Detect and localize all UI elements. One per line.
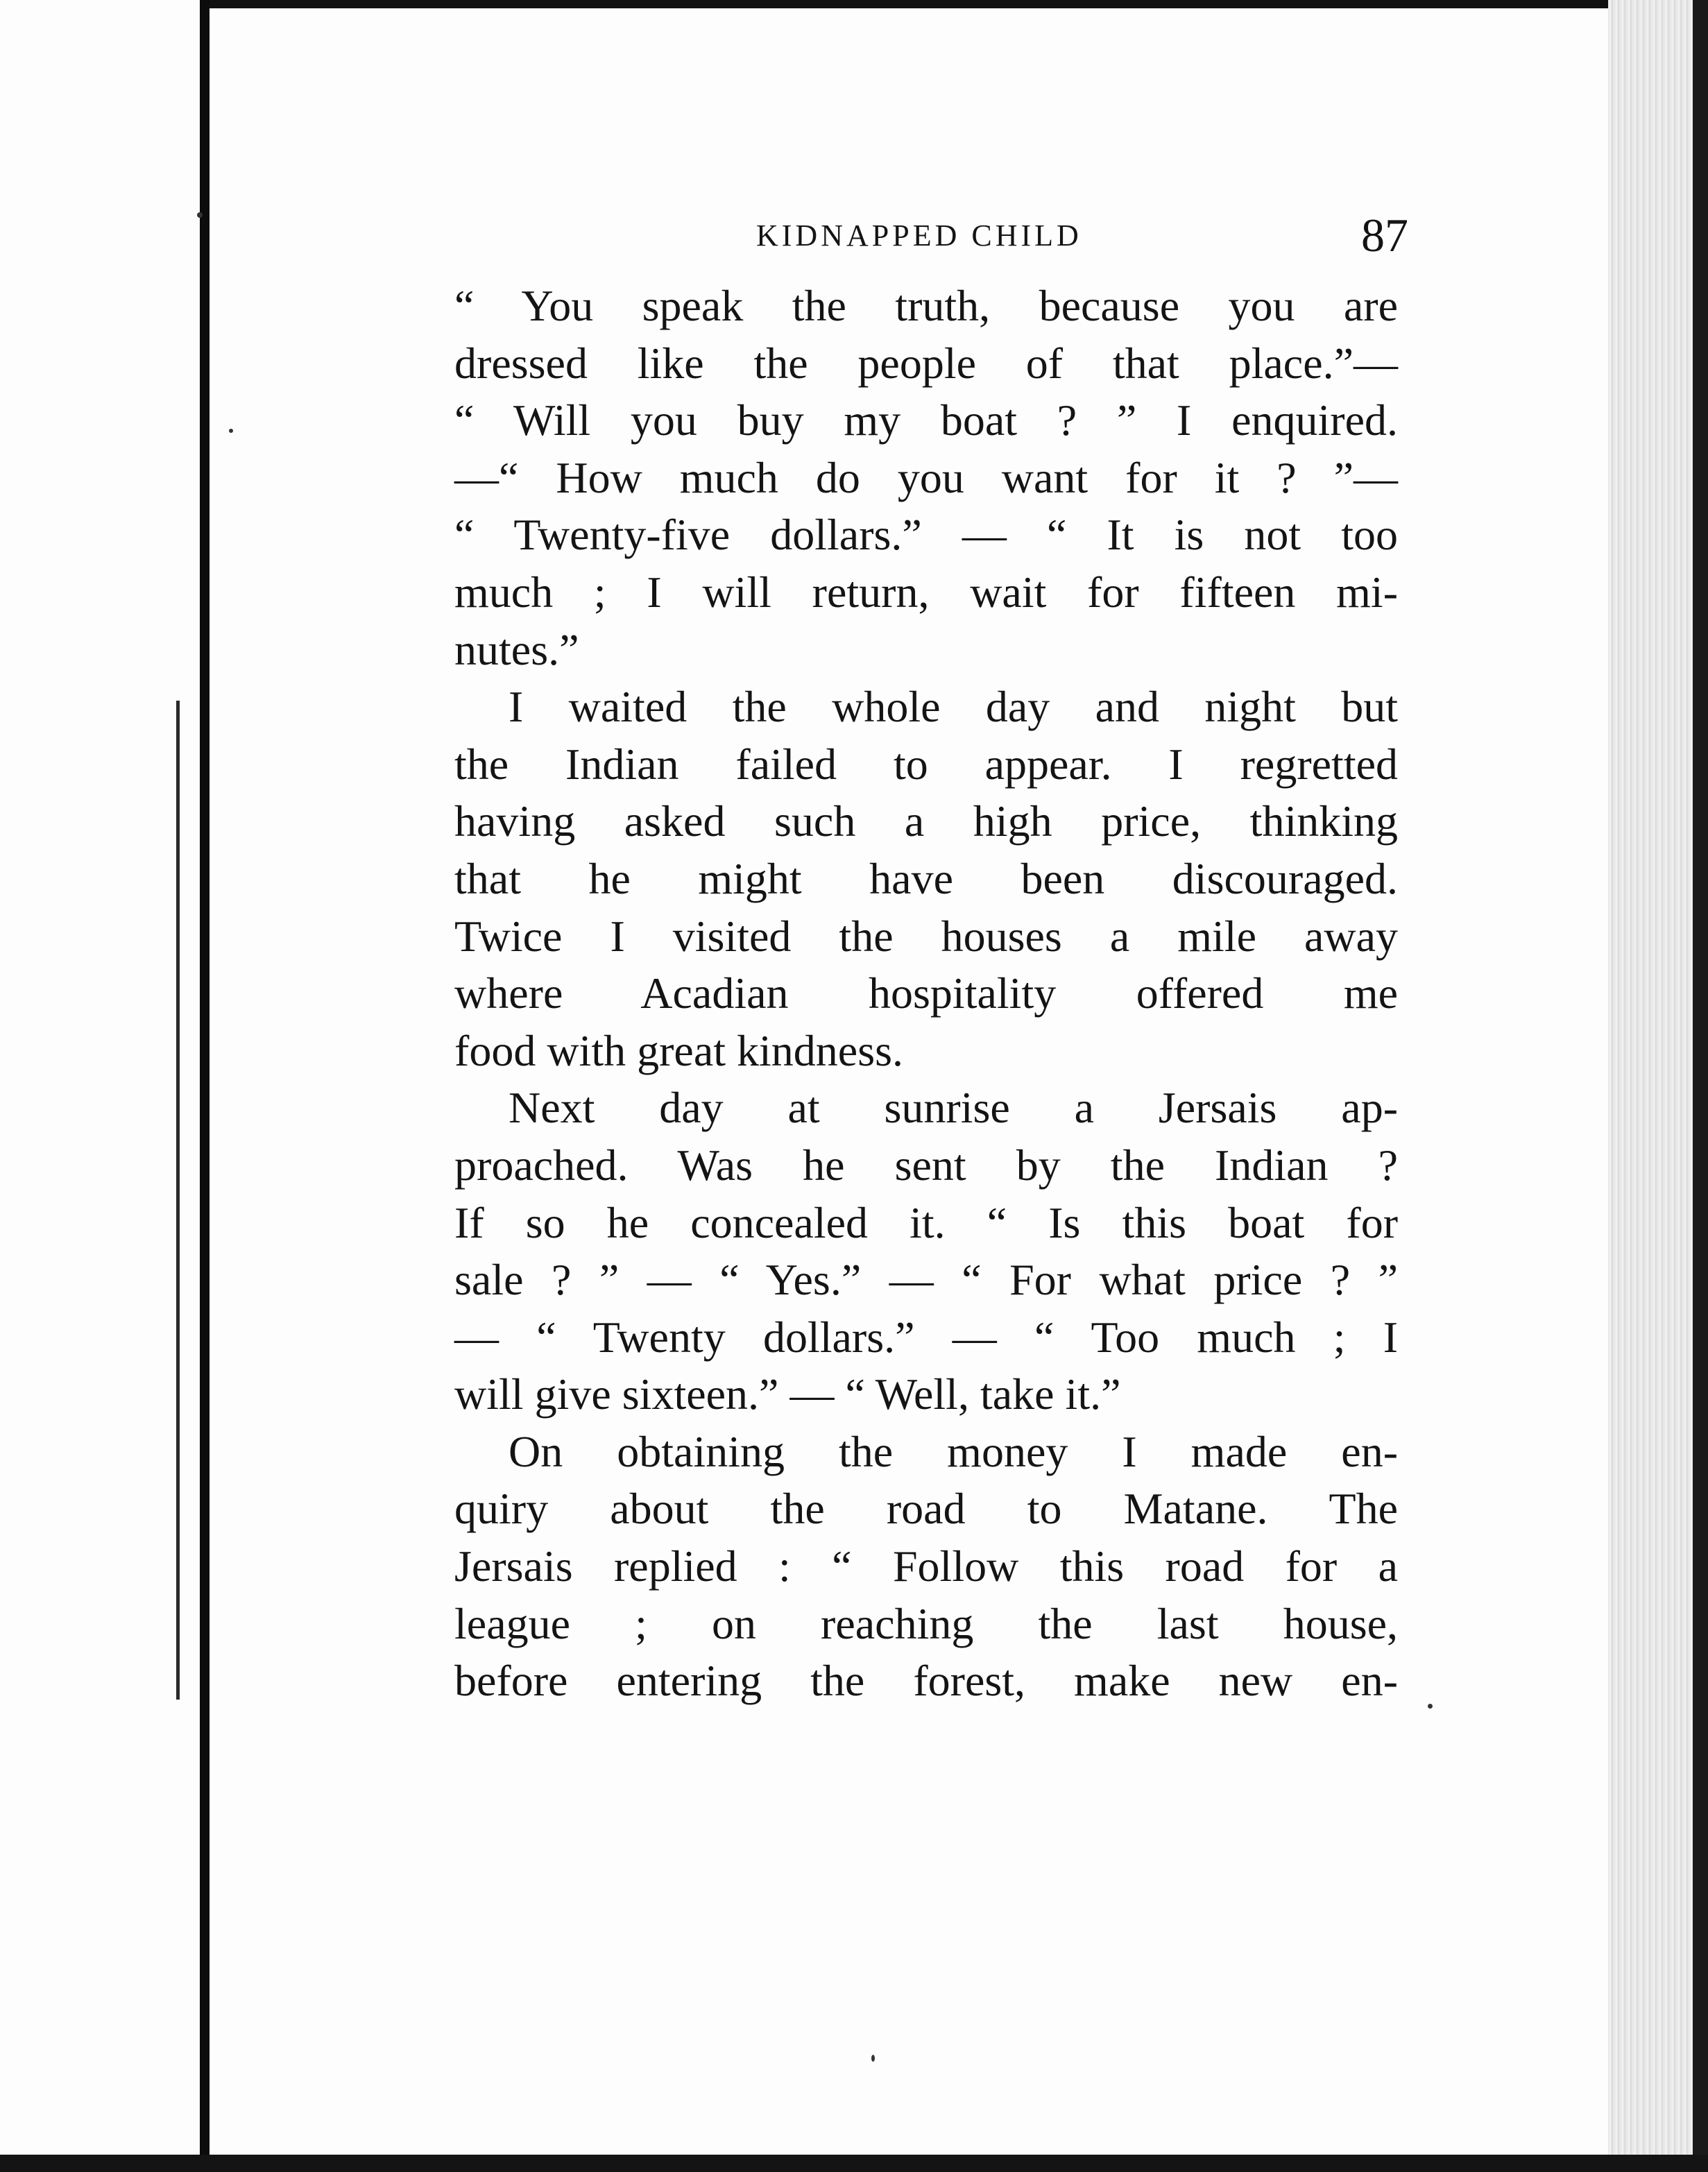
binding-gutter-shadow	[176, 701, 180, 1700]
scan-speck	[1428, 1704, 1433, 1709]
text-line: much ; I will return, wait for fifteen mi-	[454, 567, 1398, 617]
text-line: before entering the forest, make new en-	[454, 1656, 1398, 1706]
scan-speck	[871, 2055, 875, 2062]
text-line: dressed like the people of that place.”—	[454, 338, 1398, 388]
text-line: Twice I visited the houses a mile away	[454, 911, 1398, 961]
text-line: league ; on reaching the last house,	[454, 1598, 1398, 1648]
text-line: I waited the whole day and night but	[509, 682, 1398, 732]
text-line: food with great kindness.	[454, 1025, 903, 1075]
running-head: KIDNAPPED CHILD	[756, 219, 1082, 253]
text-line: the Indian failed to appear. I regretted	[454, 739, 1398, 789]
page-header	[756, 208, 1408, 271]
text-line: quiry about the road to Matane. The	[454, 1484, 1398, 1534]
text-line: If so he concealed it. “ Is this boat for	[454, 1197, 1398, 1247]
text-line: —“ How much do you want for it ? ”—	[454, 452, 1398, 502]
text-line: Next day at sunrise a Jersais ap-	[509, 1083, 1398, 1133]
binding-gutter-line	[200, 0, 210, 2172]
page-number: 87	[1361, 209, 1408, 262]
text-line: having asked such a high price, thinking	[454, 796, 1398, 846]
text-line: that he might have been discouraged.	[454, 853, 1398, 903]
text-line: nutes.”	[454, 624, 579, 674]
text-line: Jersais replied : “ Follow this road for a	[454, 1541, 1398, 1591]
text-line: “ Will you buy my boat ? ” I enquired.	[454, 395, 1398, 445]
body-text	[454, 277, 1398, 1710]
text-line: where Acadian hospitality offered me	[454, 968, 1398, 1018]
scan-bottom-border	[0, 2155, 1708, 2172]
scan-right-border	[1693, 0, 1708, 2172]
scan-speck	[229, 429, 233, 433]
text-line: — “ Twenty dollars.” — “ Too much ; I	[454, 1312, 1398, 1362]
text-line: proached. Was he sent by the Indian ?	[454, 1140, 1398, 1190]
scan-speck	[197, 212, 203, 218]
scan-top-border	[200, 0, 1708, 8]
text-line: “ You speak the truth, because you are	[454, 281, 1398, 330]
text-line: sale ? ” — “ Yes.” — “ For what price ? ”	[454, 1255, 1398, 1305]
text-line: “ Twenty-five dollars.” — “ It is not too	[454, 510, 1398, 560]
text-line: will give sixteen.” — “ Well, take it.”	[454, 1369, 1121, 1419]
text-line: On obtaining the money I made en-	[509, 1426, 1398, 1476]
